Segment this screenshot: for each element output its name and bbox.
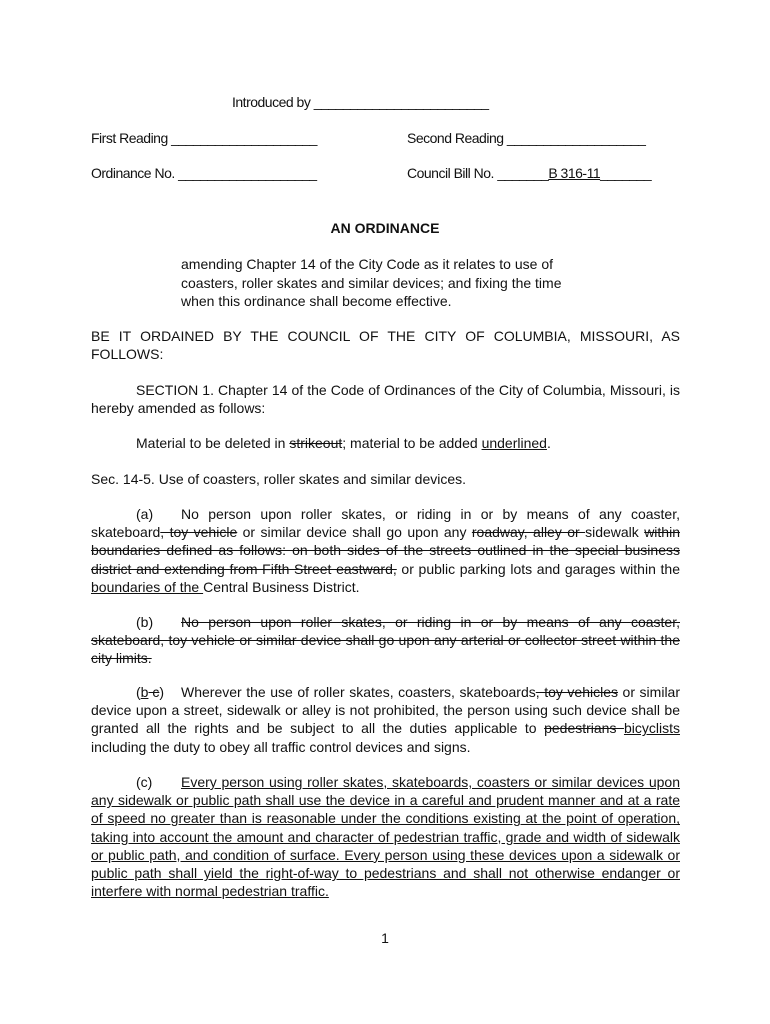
para-bc-text-3: including the duty to obey all traffic control devices and signs. [91, 738, 471, 755]
para-a-text-1: No person upon roller skates, or riding in or by means of any coaster, skateboard [91, 506, 680, 541]
para-a-deleted-2: roadway, alley or [471, 524, 586, 541]
paragraph-b-text: No person upon roller skates, or riding in or by means of any coaster, skateboard, toy vehicle or similar device shall go upon any arterial or collector street within the city limits. [91, 614, 680, 667]
purpose-line-3: when this ordinance shall become effective. [181, 293, 452, 309]
legend-underlined: underlined [481, 435, 547, 451]
para-bc-deleted-1: , toy vehicles [535, 684, 619, 700]
second-reading-line: Second Reading ___________________ [407, 130, 646, 146]
para-a-text-4: or public parking lots and garages within the [396, 560, 680, 577]
purpose-line-1: amending Chapter 14 of the City Code as it relates to use of [181, 256, 553, 272]
para-a-deleted-3: within boundaries defined as follows: on both sides of the streets outlined in the special business district and extending from Fifth Street eastward, [91, 524, 680, 577]
para-a-text-2: or similar device shall go upon any [237, 524, 472, 541]
para-a-deleted-1: , toy vehicle [160, 524, 238, 541]
council-bill-line [407, 165, 651, 181]
section-1 [91, 381, 680, 417]
section-1-text: SECTION 1. Chapter 14 of the Code of Ordinances of the City of Columbia, Missouri, is hereby amended as follows: [91, 382, 680, 417]
council-bill-suffix: _______ [600, 165, 652, 181]
label-b-added: b [140, 684, 149, 700]
para-a-added-1: boundaries of the [91, 578, 204, 595]
council-bill-number: B 316-11 [548, 165, 601, 181]
page-number: 1 [381, 930, 389, 946]
enacting-clause: BE IT ORDAINED BY THE COUNCIL OF THE CITY OF COLUMBIA, MISSOURI, AS FOLLOWS: [91, 328, 680, 363]
label-open: ( [136, 684, 141, 700]
para-bc-text-2: or similar device upon a street, sidewalk or alley is not prohibited, the person using such device shall be granted all the rights and be subject to all the duties applicable to [91, 684, 680, 737]
first-reading-line: First Reading ____________________ [91, 130, 317, 146]
label-c-deleted: c [148, 684, 160, 700]
council-bill-prefix: Council Bill No. _______ [407, 165, 549, 181]
para-bc-added-1: bicyclists [623, 720, 680, 737]
para-bc-deleted-2: pedestrians [544, 720, 624, 737]
purpose-line-2: coasters, roller skates and similar devices; and fixing the time [181, 274, 562, 291]
legend-strikeout: strikeout [289, 435, 343, 451]
paragraph-a [91, 505, 680, 596]
label-close: ) [159, 684, 165, 700]
paragraph-c-text: Every person using roller skates, skateboards, coasters or similar devices upon any sidewalk or public path shall use the device in a careful and prudent manner and at a rate of speed no greater than is reasonable under the conditions existing at the point of operation, taking into account the amount and character of pedestrian traffic, grade and width of sidewalk or public path, and condition of surface. Every person using these devices upon a sidewalk or public path shall yield the right-of-way to pedestrians and shall not otherwise endanger or interfere with normal pedestrian traffic. [91, 774, 680, 900]
legend-middle: ; material to be added [342, 435, 482, 451]
paragraph-bc-label [136, 683, 181, 701]
introduced-by-line: Introduced by ________________________ [232, 94, 489, 110]
paragraph-a-label: (a) [136, 506, 154, 522]
legend-prefix: Material to be deleted in [136, 435, 290, 451]
para-a-text-3: sidewalk [585, 524, 645, 541]
ordinance-title: AN ORDINANCE [330, 220, 440, 236]
section-heading: Sec. 14-5. Use of coasters, roller skates and similar devices. [91, 471, 467, 487]
paragraph-bc [91, 683, 680, 756]
para-a-text-5: Central Business District. [203, 578, 360, 595]
paragraph-b-label: (b) [136, 614, 154, 630]
amendment-legend [136, 435, 551, 451]
paragraph-c-added [91, 773, 680, 900]
ordinance-no-line: Ordinance No. ___________________ [91, 165, 317, 181]
paragraph-b-deleted [91, 613, 680, 668]
legend-end: . [546, 435, 551, 451]
paragraph-c-label: (c) [136, 774, 153, 790]
purpose-block [181, 255, 562, 311]
para-bc-text-1: Wherever the use of roller skates, coasters, skateboards [181, 684, 536, 700]
